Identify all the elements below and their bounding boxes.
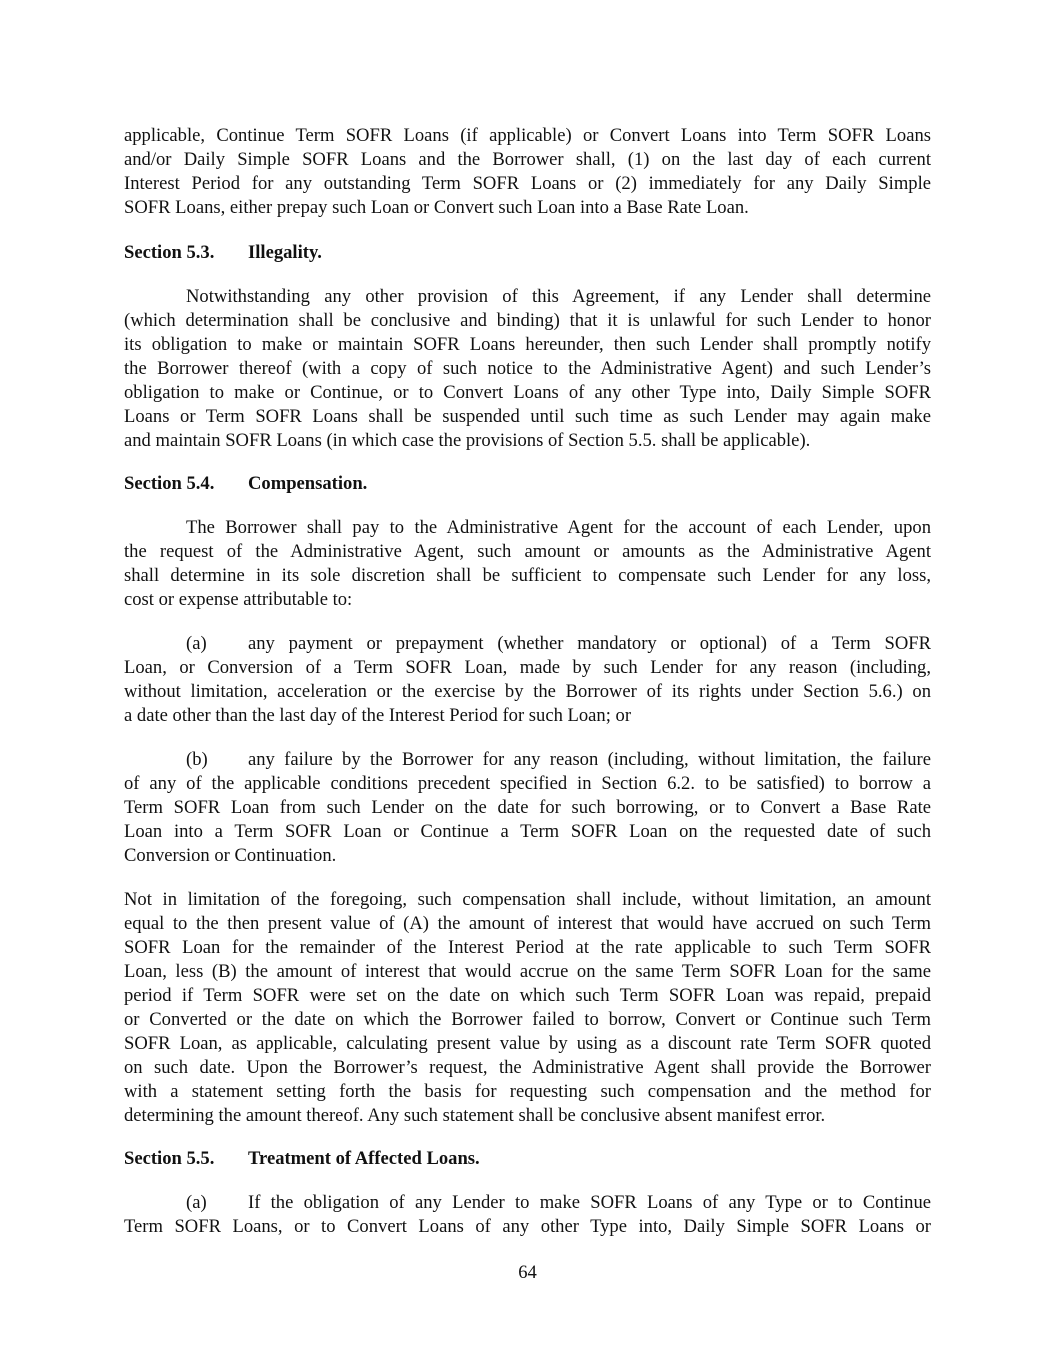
text-line: The Borrower shall pay to the Administrative Agent for the account of each Lender, upon bbox=[186, 517, 931, 538]
text-line: Conversion or Continuation. bbox=[124, 845, 337, 866]
text-line: of any of the applicable conditions precedent specified in Section 6.2. to be satisfied) to borrow a bbox=[124, 773, 931, 794]
text-line: SOFR Loans, either prepay such Loan or Convert such Loan into a Base Rate Loan. bbox=[124, 197, 749, 218]
text-line: cost or expense attributable to: bbox=[124, 589, 353, 610]
text-line: the request of the Administrative Agent, such amount or amounts as the Administrative Agent bbox=[124, 541, 931, 562]
section-title: Illegality. bbox=[248, 242, 322, 263]
text-line: shall determine in its sole discretion shall be sufficient to compensate such Lender for any loss, bbox=[124, 565, 931, 586]
text-line: Term SOFR Loan from such Lender on the date for such borrowing, or to Convert a Base Rate bbox=[124, 797, 931, 818]
text-line: SOFR Loan for the remainder of the Interest Period at the rate applicable to such Term SOFR bbox=[124, 937, 931, 958]
text-line: determining the amount thereof. Any such statement shall be conclusive absent manifest error. bbox=[124, 1105, 826, 1126]
text-line: Notwithstanding any other provision of this Agreement, if any Lender shall determine bbox=[186, 286, 931, 307]
text-line: Loan, or Conversion of a Term SOFR Loan, made by such Lender for any reason (including, bbox=[124, 657, 931, 678]
section-heading-5-5 bbox=[124, 1147, 931, 1171]
clause-label: (a) bbox=[186, 633, 207, 654]
text-line: and maintain SOFR Loans (in which case the provisions of Section 5.5. shall be applicable). bbox=[124, 430, 811, 451]
section-title: Treatment of Affected Loans. bbox=[248, 1148, 480, 1169]
text-line: Loans or Term SOFR Loans shall be suspended until such time as such Lender may again make bbox=[124, 406, 931, 427]
text-line: its obligation to make or maintain SOFR Loans hereunder, then such Lender shall promptly notify bbox=[124, 334, 931, 355]
text-line: applicable, Continue Term SOFR Loans (if applicable) or Convert Loans into Term SOFR Loans bbox=[124, 125, 931, 146]
section-number: Section 5.5. bbox=[124, 1148, 215, 1169]
text-line: Loan into a Term SOFR Loan or Continue a Term SOFR Loan on the requested date of such bbox=[124, 821, 931, 842]
text-line bbox=[124, 632, 931, 656]
section-number: Section 5.3. bbox=[124, 242, 215, 263]
clause-label: (b) bbox=[186, 749, 208, 770]
clause-5-5-a bbox=[124, 1191, 931, 1239]
text-line: Loan, less (B) the amount of interest that would accrue on the same Term SOFR Loan for the same bbox=[124, 961, 931, 982]
section-number: Section 5.4. bbox=[124, 473, 215, 494]
section-heading-5-4 bbox=[124, 472, 931, 496]
text-line bbox=[124, 748, 931, 772]
text-line: and/or Daily Simple SOFR Loans and the Borrower shall, (1) on the last day of each current bbox=[124, 149, 931, 170]
text-line: Term SOFR Loans, or to Convert Loans of any other Type into, Daily Simple SOFR Loans or bbox=[124, 1216, 931, 1237]
text-line: Not in limitation of the foregoing, such compensation shall include, without limitation, an amount bbox=[124, 889, 931, 910]
clause-a bbox=[124, 632, 931, 728]
text-line bbox=[124, 1191, 931, 1215]
text-line: period if Term SOFR were set on the date on which such Term SOFR Loan was repaid, prepaid bbox=[124, 985, 931, 1006]
section-heading-5-3 bbox=[124, 241, 931, 265]
section-title: Compensation. bbox=[248, 473, 368, 494]
text-line: equal to the then present value of (A) the amount of interest that would have accrued on such Term bbox=[124, 913, 931, 934]
paragraph-continuation bbox=[124, 124, 931, 220]
text-line: without limitation, acceleration or the exercise by the Borrower of its rights under Section 5.6.) on bbox=[124, 681, 931, 702]
text-line: the Borrower thereof (with a copy of such notice to the Administrative Agent) and such Lender’s bbox=[124, 358, 931, 379]
text-line-content: If the obligation of any Lender to make SOFR Loans of any Type or to Continue bbox=[248, 1192, 931, 1213]
text-line: with a statement setting forth the basis for requesting such compensation and the method for bbox=[124, 1081, 931, 1102]
paragraph-illegality bbox=[124, 285, 931, 453]
text-line: SOFR Loan, as applicable, calculating present value by using as a discount rate Term SOFR quoted bbox=[124, 1033, 931, 1054]
text-line: Interest Period for any outstanding Term SOFR Loans or (2) immediately for any Daily Simple bbox=[124, 173, 931, 194]
paragraph-compensation bbox=[124, 516, 931, 612]
text-line-content: any payment or prepayment (whether mandatory or optional) of a Term SOFR bbox=[248, 633, 931, 654]
text-line-content: any failure by the Borrower for any reason (including, without limitation, the failure bbox=[248, 749, 931, 770]
text-line: or Converted or the date on which the Borrower failed to borrow, Convert or Continue such Term bbox=[124, 1009, 931, 1030]
page-number: 64 bbox=[518, 1262, 537, 1283]
text-line: (which determination shall be conclusive and binding) that it is unlawful for such Lender to honor bbox=[124, 310, 931, 331]
clause-label: (a) bbox=[186, 1192, 207, 1213]
text-line: a date other than the last day of the Interest Period for such Loan; or bbox=[124, 705, 632, 726]
text-line: on such date. Upon the Borrower’s request, the Administrative Agent shall provide the Borrower bbox=[124, 1057, 931, 1078]
text-line: obligation to make or Continue, or to Convert Loans of any other Type into, Daily Simple SOFR bbox=[124, 382, 931, 403]
paragraph-limitation bbox=[124, 888, 931, 1128]
clause-b bbox=[124, 748, 931, 868]
